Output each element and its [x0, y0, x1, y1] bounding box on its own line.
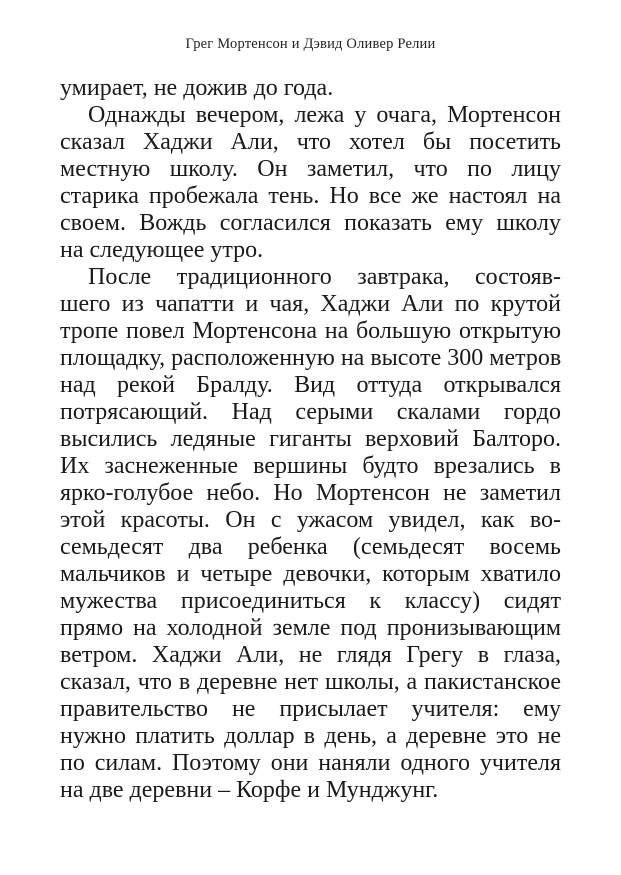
text-line: Их заснеженные вершины будто врезались в: [60, 453, 561, 479]
text-line: сказал, что в деревне нет школы, а пакистанское: [60, 669, 561, 695]
text-line: на следующее утро.: [60, 237, 264, 263]
text-line: После традиционного завтрака, состояв-: [88, 264, 561, 290]
text-line: над рекой Бралду. Вид оттуда открывался: [60, 372, 561, 398]
text-line: Однажды вечером, лежа у очага, Мортенсон: [88, 102, 561, 128]
text-line: нужно платить доллар в день, а деревне это не: [60, 723, 561, 749]
text-line: сказал Хаджи Али, что хотел бы посетить: [60, 129, 561, 155]
text-line: по силам. Поэтому они наняли одного учителя: [60, 750, 561, 776]
text-line: умирает, не дожив до года.: [60, 75, 334, 101]
body-text: [60, 75, 561, 804]
text-line: шего из чапатти и чая, Хаджи Али по крутой: [60, 291, 561, 317]
text-line: высились ледяные гиганты верховий Балторо.: [60, 426, 561, 452]
text-line: площадку, расположенную на высоте 300 метров: [60, 345, 561, 371]
text-line: правительство не присылает учителя: ему: [60, 696, 561, 722]
text-line: семьдесят два ребенка (семьдесят восемь: [60, 534, 561, 560]
text-line: на две деревни – Корфе и Мунджунг.: [60, 777, 439, 803]
text-line: тропе повел Мортенсона на большую открытую: [60, 318, 561, 344]
text-line: потрясающий. Над серыми скалами гордо: [60, 399, 561, 425]
text-line: этой красоты. Он с ужасом увидел, как во-: [60, 507, 561, 533]
text-line: мальчиков и четыре девочки, которым хватило: [60, 561, 561, 587]
text-line: своем. Вождь согласился показать ему школу: [60, 210, 561, 236]
text-line: прямо на холодной земле под пронизывающим: [60, 615, 561, 641]
text-line: ярко-голубое небо. Но Мортенсон не заметил: [60, 480, 561, 506]
running-header: Грег Мортенсон и Дэвид Оливер Релии: [185, 36, 436, 52]
text-line: местную школу. Он заметил, что по лицу: [60, 156, 561, 182]
text-line: мужества присоединиться к классу) сидят: [60, 588, 561, 614]
text-line: ветром. Хаджи Али, не глядя Грегу в глаза,: [60, 642, 561, 668]
text-line: старика пробежала тень. Но все же настоял на: [60, 183, 561, 209]
